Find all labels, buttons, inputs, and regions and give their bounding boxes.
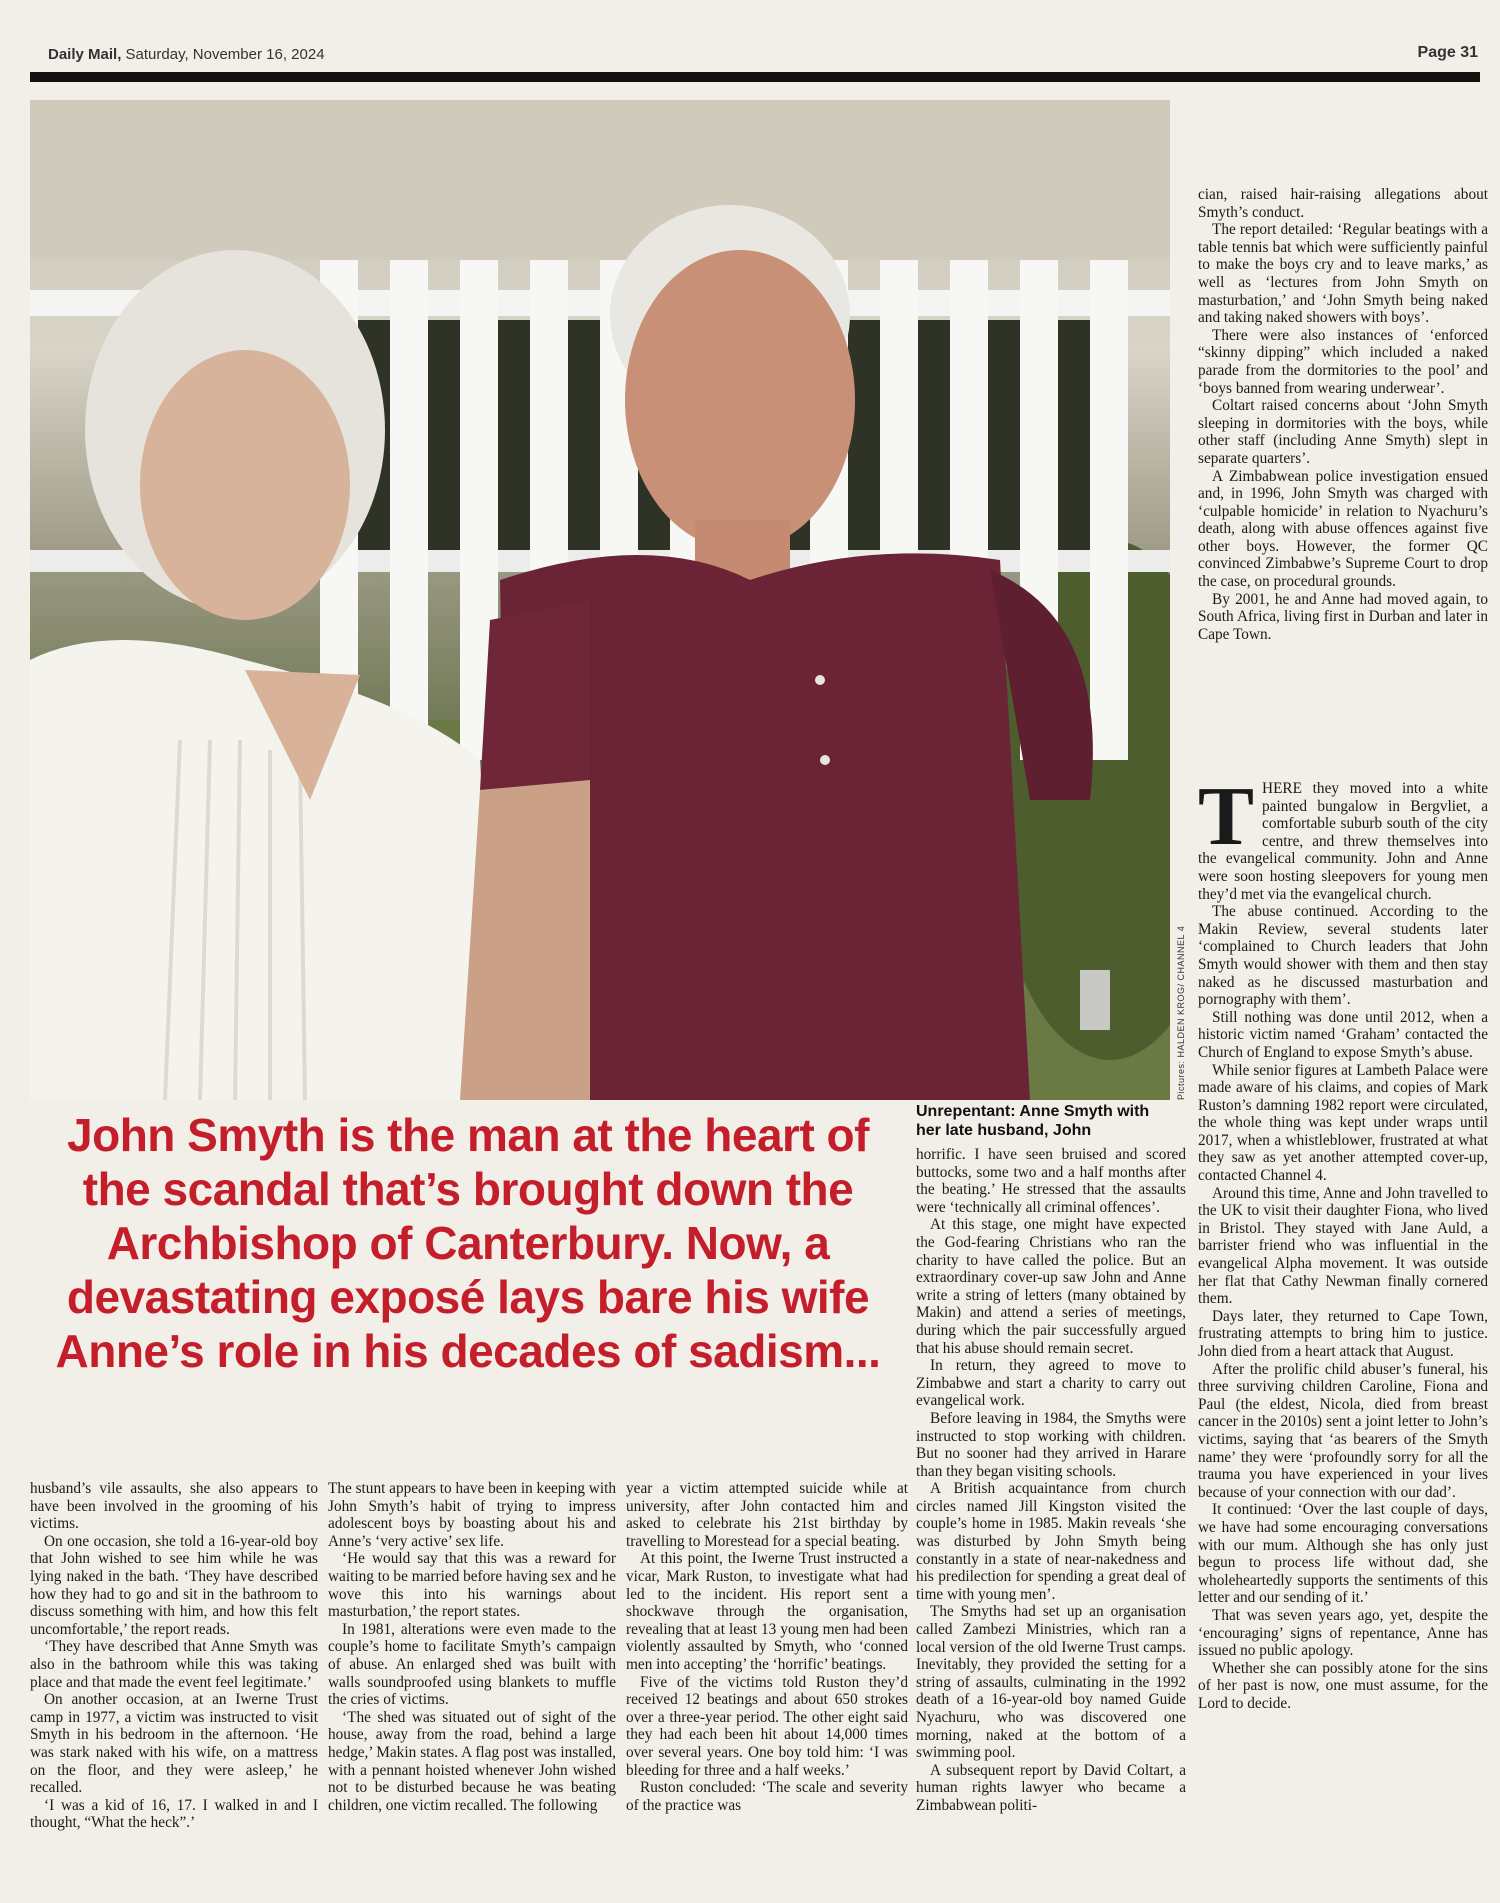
headline: John Smyth is the man at the heart of the scandal that’s brought down the Archbishop of Canterbury. Now, a devastating exposé lays bare his wife Anne’s role in his decades of sadism... [55,1109,881,1377]
people-illustration [30,100,1170,1100]
photo-caption: Unrepentant: Anne Smyth with her late husband, John [916,1103,1150,1139]
paragraph: husband’s vile assaults, she also appears to have been involved in the grooming of his victims. [30,1480,318,1533]
paragraph: That was seven years ago, yet, despite the ‘encouraging’ signs of repentance, Anne has issued no public apology. [1198,1606,1488,1660]
lead-text: HERE they moved into a white painted bungalow in Bergvliet, a comfortable suburb south of the city centre, and threw themselves into the evangelical community. John and Anne were soon hosting sleepovers for young men they’d met via the evangelical church. [1198,780,1488,903]
paragraph: A British acquaintance from church circles named Jill Kingston visited the couple’s home in 1985. Makin reveals ‘she was disturbed by John Smyth being constantly in a state of near-nakedness and his predilection for spending a great deal of time with young men’. [916,1480,1186,1603]
man-figure [460,205,1110,1100]
paragraph: While senior figures at Lambeth Palace were made aware of his claims, and copies of Mark Ruston’s damning 1982 report were circulated, the whole thing was kept under wraps until 2017, when a whistleblower, frustrated at what they saw as yet another attempted cover-up, contacted Channel 4. [1198,1061,1488,1185]
drop-cap: T [1198,770,1255,863]
paragraph: Five of the victims told Ruston they’d received 12 beatings and about 650 strokes over a three-year period. The other eight said they had each been hit about 14,000 times over several years. One boy told him: ‘I was bleeding for three and a half weeks.’ [626,1673,908,1779]
couple-photo [30,100,1170,1100]
column-one [30,1480,318,1832]
paragraph: There were also instances of ‘enforced “skinny dipping” which included a naked parade from the dormitories to the pool’ and ‘boys banned from wearing underwear’. [1198,326,1488,397]
masthead-left [48,46,325,63]
page-number: Page 31 [1417,44,1478,61]
paragraph: ‘The shed was situated out of sight of the house, away from the road, behind a large hedge,’ Makin states. A flag post was installed, with a pennant hoisted whenever John wished not to be disturbed because he was beating children, one victim recalled. The following [328,1708,616,1814]
paragraph: The Smyths had set up an organisation called Zambezi Ministries, which ran a local version of the old Iwerne Trust camps. Inevitably, they provided the setting for a string of assaults, culminating in the 1992 death of a 16-year-old boy named Guide Nyachuru, who was discovered one morning, naked at the bottom of a swimming pool. [916,1603,1186,1762]
column-four [916,1146,1186,1815]
paragraph: After the prolific child abuser’s funeral, his three surviving children Caroline, Fiona and Paul (the eldest, Nicola, died from breast cancer in the 2010s) sent a joint letter to John’s victims, saying that ‘as bearers of the Smyth name’ they were ‘profoundly sorry for all the trauma you have experienced in your lives because of your connection with our dad’. [1198,1360,1488,1501]
issue-date: Saturday, November 16, 2024 [125,46,325,63]
paragraph: Whether she can possibly atone for the sins of her past is now, one must assume, for the Lord to decide. [1198,1659,1488,1712]
masthead [48,40,1478,70]
lead-paragraph [1198,770,1488,903]
paragraph: At this point, the Iwerne Trust instructed a vicar, Mark Ruston, to investigate what had led to the incident. His report sent a shockwave through the organisation, revealing that at least 13 young men had been violently assaulted by Smyth, who ‘conned men into accepting’ the ‘horrific’ beatings. [626,1550,908,1673]
paragraph: It continued: ‘Over the last couple of days, we have had some encouraging conversations with our mum. Although she has only just begun to process life without dad, she wholeheartedly supports the sentiments of this letter and our sending of it.’ [1198,1501,1488,1607]
paragraph: Before leaving in 1984, the Smyths were instructed to stop working with children. But no sooner had they arrived in Harare than they began visiting schools. [916,1409,1186,1480]
masthead-rule [30,72,1480,82]
woman-figure [30,250,500,1100]
paragraph: By 2001, he and Anne had moved again, to South Africa, living first in Durban and later in Cape Town. [1198,590,1488,643]
paragraph: In 1981, alterations were even made to the couple’s home to facilitate Smyth’s campaign of abuse. An enlarged shed was built with walls soundproofed using blankets to muffle the cries of victims. [328,1620,616,1709]
column-two [328,1480,616,1814]
paragraph: cian, raised hair-raising allegations about Smyth’s conduct. [1198,186,1488,221]
column-three [626,1480,908,1814]
photo-credit: Pictures: HALDEN KROG/ CHANNEL 4 [1176,925,1186,1100]
paragraph: The abuse continued. According to the Makin Review, several students later ‘complained to Church leaders that John Smyth would shower with them and then stay naked as he discussed masturbation and pornography with them’. [1198,903,1488,1009]
right-column-top [1198,186,1488,643]
paragraph: Coltart raised concerns about ‘John Smyth sleeping in dormitories with the boys, while other staff (including Anne Smyth) slept in separate quarters’. [1198,397,1488,467]
paragraph: At this stage, one might have expected the God-fearing Christians who ran the charity to have called the police. But an extraordinary cover-up saw John and Anne write a string of letters (many obtained by Makin) and attend a series of meetings, during which the pair successfully argued that his abuse should remain secret. [916,1216,1186,1357]
paragraph: year a victim attempted suicide while at university, after John contacted him and asked to celebrate his 21st birthday by travelling to Morestead for a special beating. [626,1480,908,1550]
paragraph: Still nothing was done until 2012, when a historic victim named ‘Graham’ contacted the Church of England to expose Smyth’s abuse. [1198,1008,1488,1061]
paragraph: The report detailed: ‘Regular beatings with a table tennis bat which were sufficiently painful to make the boys cry and to leave marks,’ as well as ‘lectures from John Smyth on masturbation,’ and ‘John Smyth being naked and taking naked showers with boys’. [1198,221,1488,327]
paragraph: On one occasion, she told a 16-year-old boy that John wished to see him while he was lying naked in the bath. ‘They have described how they had to go and sit in the bathroom to discuss something with him, and how this felt uncomfortable,’ the report reads. [30,1532,318,1638]
paragraph: Ruston concluded: ‘The scale and severity of the practice was [626,1779,908,1814]
paper-name: Daily Mail, [48,46,122,63]
paragraph: ‘He would say that this was a reward for waiting to be married before having sex and he wove this into his warnings about masturbation,’ the report states. [328,1550,616,1621]
paragraph: In return, they agreed to move to Zimbabwe and start a charity to carry out evangelical work. [916,1357,1186,1410]
paragraph: horrific. I have seen bruised and scored buttocks, some two and a half months after the beating.’ He stressed that the assaults were ‘technically all criminal offences’. [916,1146,1186,1216]
paragraph: ‘I was a kid of 16, 17. I walked in and I thought, “What the heck”.’ [30,1796,318,1832]
paragraph: On another occasion, at an Iwerne Trust camp in 1977, a victim was instructed to visit Smyth in his bedroom in the afternoon. ‘He was stark naked with his wife, on a mattress on the floor, and they were asleep,’ he recalled. [30,1691,318,1797]
paragraph: Days later, they returned to Cape Town, frustrating attempts to bring him to justice. John died from a heart attack that August. [1198,1307,1488,1360]
right-column-lower [1198,770,1488,1712]
paragraph: A Zimbabwean police investigation ensued and, in 1996, John Smyth was charged with ‘culpable homicide’ in relation to Nyachuru’s death, along with abuse offences against five other boys. However, the former QC convinced Zimbabwe’s Supreme Court to drop the case, on procedural grounds. [1198,467,1488,591]
paragraph: Around this time, Anne and John travelled to the UK to visit their daughter Fiona, who lived in Bristol. They stayed with Jane Auld, a barrister friend who was influential in the evangelical Alpha movement. It was outside her flat that Cathy Newman finally cornered them. [1198,1184,1488,1308]
paragraph: A subsequent report by David Coltart, a human rights lawyer who became a Zimbabwean politi- [916,1761,1186,1814]
paragraph: The stunt appears to have been in keeping with John Smyth’s habit of trying to impress adolescent boys by boasting about his and Anne’s ‘very active’ sex life. [328,1480,617,1550]
paragraph: ‘They have described that Anne Smyth was also in the bathroom while this was taking place and that made the event feel legitimate.’ [30,1638,318,1691]
